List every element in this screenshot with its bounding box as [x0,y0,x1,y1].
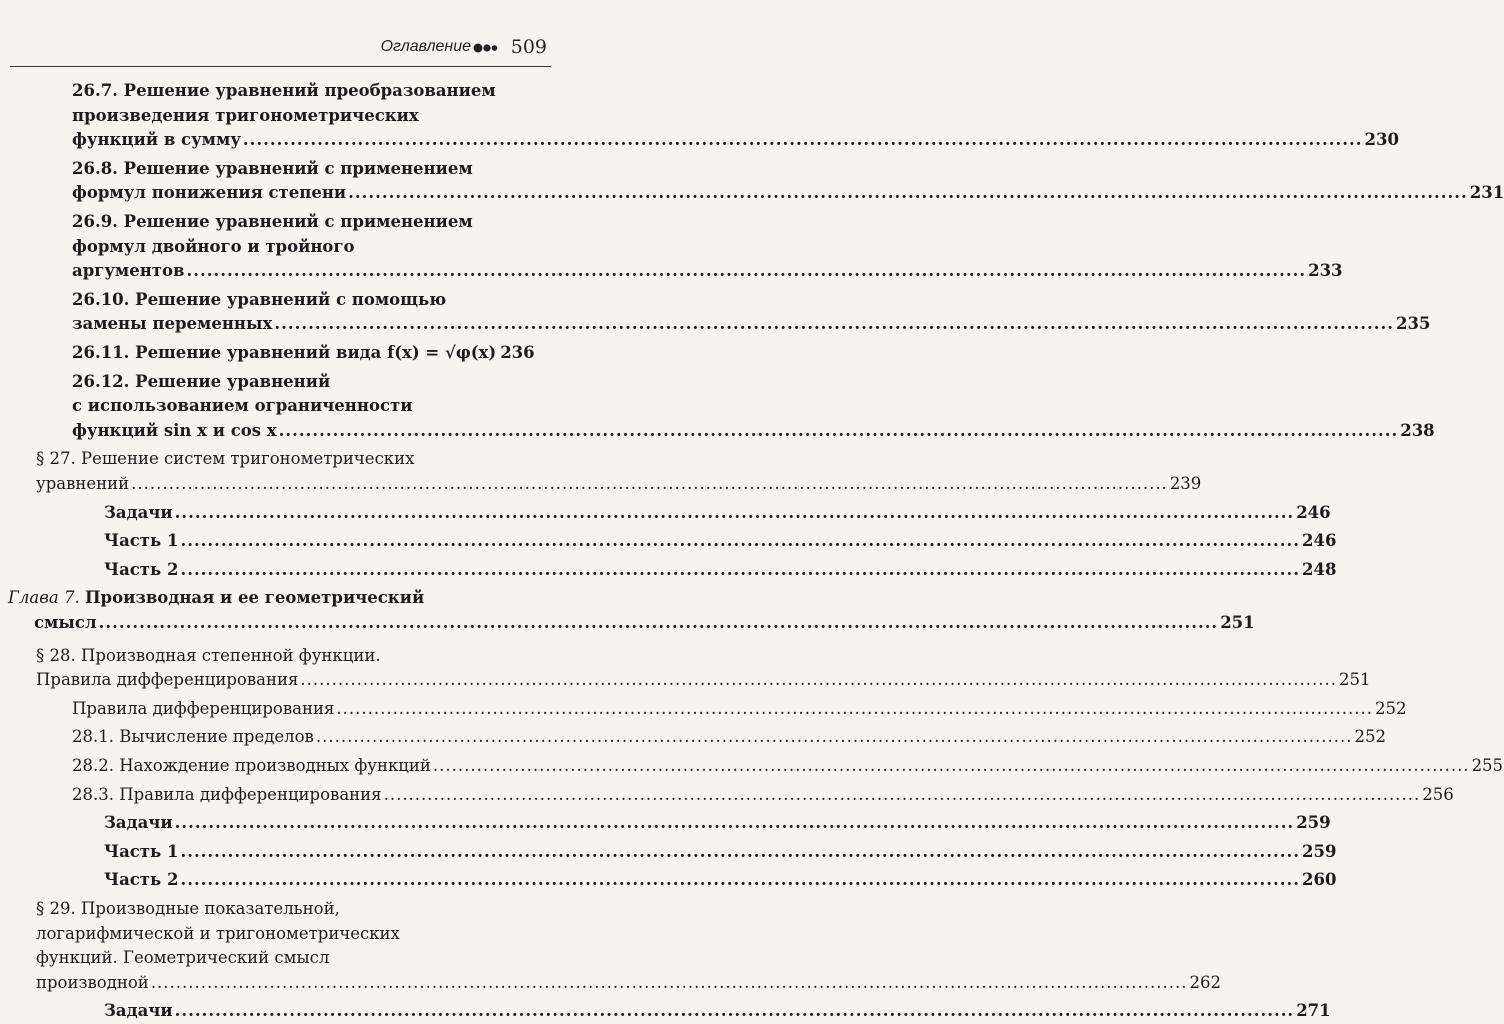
dot-leader [180,557,1300,583]
toc-entry-text: Часть 2 [104,870,179,890]
toc-entry-text: формул понижения степени [72,183,347,203]
toc-page-number: 239 [1169,473,1202,493]
dot-leader [99,610,1219,636]
toc-entry-text: смысл [34,612,97,632]
toc-entry-line [36,896,520,922]
dot-leader [180,867,1300,893]
header-title: Оглавление [380,38,471,55]
toc-page-number: 252 [1354,727,1386,747]
dot-leader [300,667,1337,693]
chapter-label: Глава 7. [8,588,85,608]
toc-entry-line [36,471,1202,497]
dot-leader [279,418,1399,444]
toc-entry-line [72,180,1504,206]
toc-page-number: 238 [1400,420,1435,440]
toc-entry-line [72,156,520,182]
toc-entry-line [36,667,1371,693]
dot-leader [131,471,1168,497]
toc-entry-text: 26.9. Решение уравнений с применением [72,212,473,231]
toc-page-number: 246 [1296,502,1331,522]
toc-entry-text: Задачи [104,502,173,522]
toc-entry-text: Глава 7. Производная и ее геометрический [8,588,425,608]
toc-entry-line [36,643,520,669]
toc-entry-text: Задачи [104,1001,173,1021]
toc-entry-text: замены переменных [72,314,273,334]
dot-leader [336,696,1373,722]
toc-entry-line [36,921,520,947]
toc-entry-text: формул двойного и тройного [72,236,355,256]
toc-entry-text: аргументов [72,261,185,281]
toc-page-number: 246 [1302,531,1337,551]
dot-leader [274,311,1394,337]
toc-entry-text: функций sin x и cos x [72,420,277,440]
running-header [0,0,559,64]
toc-entry-line [72,696,1407,722]
toc-entry-line [72,782,1454,808]
toc-entry-text: 26.10. Решение уравнений с помощью [72,289,447,309]
dot-leader [243,127,1363,153]
toc-entry-line [34,610,1255,636]
toc-page-number: 233 [1308,261,1343,281]
toc-page-number: 251 [1339,670,1371,690]
toc-page-number: 271 [1296,1001,1331,1021]
toc-page-number: 262 [1189,972,1221,992]
toc-entry-text: 28.3. Правила дифференцирования [72,784,382,804]
dot-leader [151,970,1188,996]
toc-entry-line [36,945,520,971]
toc-entry-line [72,418,1435,444]
toc-entry-text: § 28. Производная степенной функции. [36,645,381,665]
toc-entry-line [104,867,1337,893]
toc-entry-line [72,340,535,366]
toc-page-number: 251 [1220,612,1255,632]
toc-entry-text: функций в сумму [72,130,241,150]
dot-leader [180,528,1300,554]
dot-leader [348,180,1468,206]
toc-page-number: 260 [1302,870,1337,890]
toc-entry-text: Задачи [104,813,173,833]
header-rule [10,66,551,67]
toc-entry-text: 26.12. Решение уравнений [72,371,331,391]
toc-entry-text: § 29. Производные показательной, [36,899,340,918]
toc-entry-text: § 27. Решение систем тригонометрических [36,449,415,469]
toc-entry-text: с использованием ограниченности [72,396,413,416]
triple-dot-ornament-icon [473,41,499,55]
toc-entry-line [104,557,1337,583]
toc-entry-line [36,970,1221,996]
toc-entry-line [8,585,520,611]
dot-leader [180,839,1300,865]
toc-entry-line [72,753,1504,779]
toc-page-number: 259 [1302,841,1337,861]
toc-entry-text: произведения тригонометрических [72,105,419,125]
toc-entry-line [72,311,1431,337]
toc-page-number: 231 [1469,183,1504,203]
toc-page-number: 259 [1296,813,1331,833]
toc-entry-line [72,287,520,313]
toc-entry-text: производной [36,972,149,992]
toc-entry-text: Часть 1 [104,531,179,551]
toc-entry-line [72,127,1399,153]
toc-entry-line [104,810,1331,836]
toc-entry-text: Часть 2 [104,559,179,579]
toc-entry-line [36,446,520,472]
toc-entry-line [104,528,1337,554]
toc-entry-line [72,209,520,235]
toc-entry-line [72,393,520,419]
page-number: 509 [510,36,547,58]
toc-entry-text: 28.1. Вычисление пределов [72,727,314,747]
toc-page-number: 235 [1395,314,1431,334]
toc-entry-line [72,234,520,260]
toc-entry-text: Правила дифференцирования [72,698,335,718]
toc-entry-line [104,998,1331,1024]
toc-entry-line [72,78,520,104]
toc-entry-text: 28.2. Нахождение производных функций [72,756,431,775]
toc-entry-line [104,500,1331,526]
toc-page-number: 252 [1375,698,1407,718]
toc-page-number: 236 [500,343,535,362]
dot-leader [384,782,1421,808]
toc-entry-text: уравнений [36,473,130,493]
toc-page-number: 255 [1471,756,1504,775]
dot-leader [433,753,1470,779]
toc-entry-line [104,839,1337,865]
toc-entry-line [72,258,1343,284]
toc-page-number: 256 [1422,784,1454,804]
toc-entry-text: Часть 1 [104,841,179,861]
toc-entry-line [72,369,520,395]
dot-leader [175,998,1295,1024]
dot-leader [175,810,1295,836]
toc-entry-text: 26.8. Решение уравнений с применением [72,158,473,178]
toc-page-number: 248 [1302,559,1337,579]
toc-entry-text: логарифмической и тригонометрических [36,923,400,943]
toc-entry-text: 26.11. Решение уравнений вида f(x) = √φ(x) [72,343,497,362]
toc-entry-text: 26.7. Решение уравнений преобразованием [72,81,496,100]
dot-leader [187,258,1307,284]
toc-entry-line [72,103,520,129]
dot-leader [316,724,1353,750]
dot-leader [175,500,1295,526]
toc-page-number: 230 [1364,130,1399,150]
toc-entry-text: Правила дифференцирования [36,670,299,690]
toc-entry-line [72,724,1386,750]
toc-entry-text: функций. Геометрический смысл [36,948,330,968]
